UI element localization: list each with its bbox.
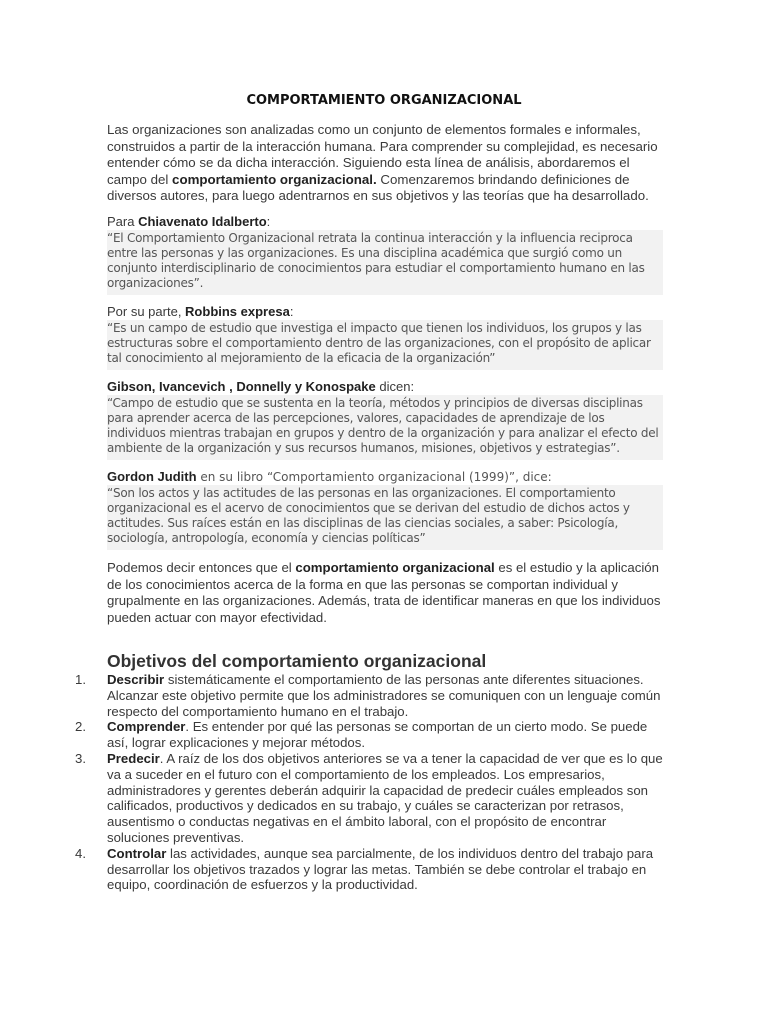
conclusion-text-end: es el estudio y la aplicación de los conocimientos acerca de la forma en que las personas se comportan individual y grupalmente en las organizaciones. Además, trata de identificar maneras en que los individuos pueden actuar con mayor efectividad. (107, 560, 661, 625)
definition-suffix: dicen: (375, 379, 415, 394)
document-title: COMPORTAMIENTO ORGANIZACIONAL (246, 93, 522, 108)
definition-quote: “Es un campo de estudio que investiga el impacto que tienen los individuos, los grupos y las estructuras sobre el comportamiento dentro de las organizaciones, con el propósito de aplicar tal conocimiento al mejoramiento de la eficacia de la organización” (107, 320, 663, 370)
definition-quote: “Son los actos y las actitudes de las personas en las organizaciones. El comportamiento organizacional es el acervo de conocimientos que se derivan del estudio de dichos actos y actitudes. Sus raíces están en las disciplinas de las ciencias sociales, a saber: Psicología, sociología, antropología, economía y ciencias políticas” (107, 485, 663, 550)
list-item-text: las actividades, aunque sea parcialmente, de los individuos dentro del trabajo para desarrollar los objetivos trazados y lograr las metas. También se debe controlar el trabajo en equipo, coordinación de esfuerzos y la productividad. (107, 845, 654, 893)
intro-paragraph (107, 122, 663, 205)
definition-gordon (107, 469, 663, 550)
definition-robbins (107, 304, 663, 370)
list-item (75, 672, 665, 719)
definition-suffix: : (266, 214, 271, 229)
list-item-term: Comprender (107, 719, 186, 735)
list-item-number: 3. (75, 750, 86, 766)
definition-suffix: : (289, 304, 294, 319)
conclusion-text-start: Podemos decir entonces que el (107, 560, 296, 575)
list-item-number: 4. (75, 845, 86, 861)
objectives-heading: Objetivos del comportamiento organizacional (107, 651, 487, 671)
definition-suffix: en su libro “Comportamiento organizacional (1999)”, dice: (196, 470, 552, 484)
definition-author: Gordon Judith (107, 469, 197, 484)
intro-text-end: Comenzaremos brindando definiciones de diversos autores, para luego adentrarnos en sus objetivos y las teorías que ha desarrollado. (107, 171, 649, 204)
objectives-list (75, 672, 665, 893)
list-item-term: Describir (107, 672, 165, 687)
list-item-term: Controlar (107, 845, 167, 861)
list-item (75, 846, 665, 893)
list-item-text: . Es entender por qué las personas se comportan de un cierto modo. Se puede así, lograr explicaciones y mejorar métodos. (107, 719, 648, 751)
list-item-text: . A raíz de los dos objetivos anteriores se va a tener la capacidad de ver que es lo que va a suceder en el futuro con el comportamiento de los empleados. Los empresarios, administradores y gerentes deberán adquirir la capacidad de predecir cuáles empleados son calificados, productivos y dedicados en su trabajo, y cuáles se caracterizan por retrasos, ausentismo o conductas negativas en el ámbito laboral, con el propósito de encontrar soluciones preventivas. (107, 750, 663, 845)
list-item-text: sistemáticamente el comportamiento de las personas ante diferentes situaciones. Alcanzar este objetivo permite que los administradores se comuniquen con un lenguaje común respecto del comportamiento humano en el trabajo. (107, 672, 661, 719)
definition-author: Robbins expresa (185, 304, 290, 319)
list-item-number: 1. (75, 672, 86, 687)
definition-quote: “Campo de estudio que se sustenta en la teoría, métodos y principios de diversas disciplinas para aprender acerca de las percepciones, valores, capacidades de aprendizaje de los individuos mientras trabajan en grupos y dentro de la organización y para analizar el efecto del ambiente de la organización y sus recursos humanos, misiones, objetivos y estrategias”. (107, 395, 663, 460)
definition-chiavenato (107, 214, 663, 295)
list-item (75, 719, 665, 751)
definition-prefix: Por su parte, (107, 304, 186, 319)
list-item (75, 751, 665, 846)
definition-author: Gibson, Ivancevich , Donnelly y Konospake (107, 379, 376, 394)
definition-gibson (107, 379, 663, 460)
conclusion-bold-term: comportamiento organizacional (295, 560, 495, 575)
list-item-number: 2. (75, 719, 86, 735)
definition-author: Chiavenato Idalberto (138, 214, 267, 229)
intro-bold-term: comportamiento organizacional. (172, 171, 377, 187)
definition-quote: “El Comportamiento Organizacional retrata la continua interacción y la influencia reciproca entre las personas y las organizaciones. Es una disciplina académica que surgió como un conjunto interdisciplinario de conocimientos para estudiar el comportamiento humano en las organizaciones”. (107, 230, 663, 295)
definition-prefix: Para (107, 214, 139, 229)
intro-text-start: Las organizaciones son analizadas como un conjunto de elementos formales e informales, construidos a partir de la interacción humana. Para comprender su complejidad, es necesario entender cómo se da dicha interacción. Siguiendo esta línea de análisis, abordaremos el campo del (107, 122, 658, 187)
list-item-term: Predecir (107, 750, 160, 766)
conclusion-paragraph (107, 560, 663, 626)
